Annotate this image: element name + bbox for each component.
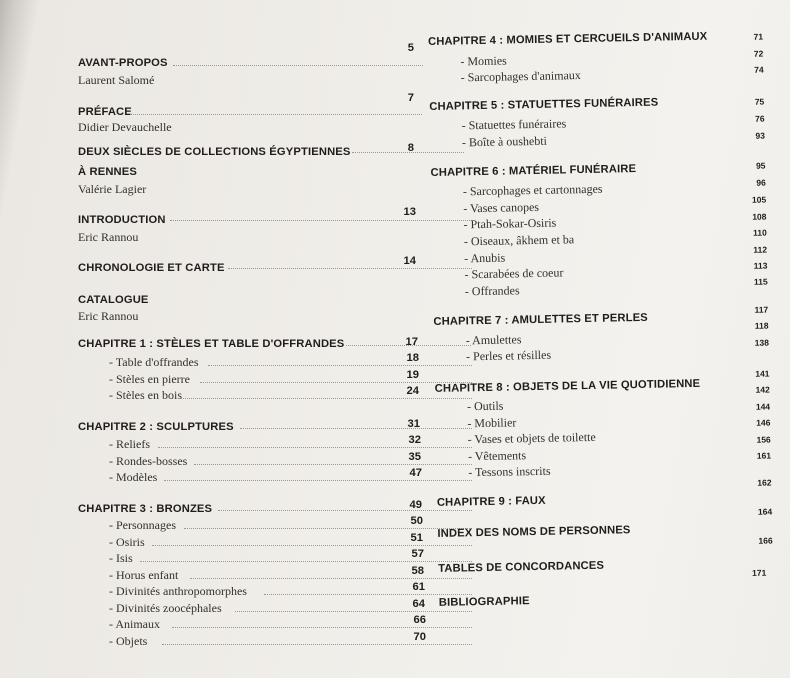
toc-page-number: 71 [753,31,764,42]
toc-page-number: 57 [411,548,424,560]
toc-subitem: - Personnages [109,518,176,532]
toc-page-number: 13 [403,206,416,218]
toc-page-number: 7 [407,92,414,104]
toc-subitem: - Boîte à oushebti [461,133,548,150]
toc-author: Eric Rannou [78,309,139,323]
toc-page-number: 76 [755,113,765,124]
toc-page-number: 50 [410,515,423,527]
toc-page-number: 115 [753,276,768,287]
toc-subitem: - Perles et résilles [465,347,552,364]
toc-page-number: 110 [752,227,767,238]
toc-page-number: 142 [755,384,770,395]
toc-page-number: 51 [410,532,423,544]
toc-entry-title: PRÉFACE [78,106,132,118]
toc-subitem: - Sarcophages d'animaux [460,68,581,85]
toc-entry-title-line2: À RENNES [78,166,138,178]
toc-page-number: 8 [407,142,414,154]
toc-subitem: - Divinités zoocéphales [109,601,222,615]
toc-page-number: 70 [413,631,426,643]
toc-entry-title: CATALOGUE [78,294,149,306]
toc-subitem: - Divinités anthropomorphes [109,584,247,598]
toc-subitem: - Horus enfant [109,568,179,582]
toc-subitem: - Scarabées de coeur [464,265,564,282]
toc-page-number: 118 [754,320,769,331]
toc-page-number: 166 [758,535,773,546]
toc-subitem: - Vases canopes [463,199,540,216]
toc-page-number: 32 [408,434,421,446]
toc-entry-title: INDEX DES NOMS DE PERSONNES [437,524,631,540]
toc-subitem: - Outils [466,398,504,414]
toc-subitem: - Sarcophages et cartonnages [462,181,603,199]
toc-entry-title: AVANT-PROPOS [78,57,168,69]
toc-page-number: 19 [406,369,419,381]
toc-page-number: 72 [753,48,764,59]
toc-subitem: - Anubis [464,250,506,266]
toc-page-number: 112 [753,244,768,255]
toc-page-number: 31 [407,418,420,430]
toc-chapter-title: CHAPITRE 2 : SCULPTURES [78,421,234,433]
toc-chapter-title: CHAPITRE 9 : FAUX [436,494,546,509]
toc-chapter-title: CHAPITRE 8 : OBJETS DE LA VIE QUOTIDIENNE [434,377,701,395]
toc-page-number: 164 [757,506,773,517]
toc-page-number: 18 [406,352,419,364]
toc-subitem: - Mobilier [467,415,517,431]
toc-subitem: - Objets [109,634,148,648]
toc-page-number: 66 [413,614,426,626]
toc-subitem: - Table d'offrandes [109,355,199,369]
toc-chapter-title: CHAPITRE 6 : MATÉRIEL FUNÉRAIRE [430,163,637,179]
toc-subitem: - Isis [109,551,133,565]
toc-page-number: 75 [754,96,765,107]
toc-page-number: 141 [755,368,770,379]
toc-entry-title: TABLES DE CONCORDANCES [438,559,605,575]
toc-page-number: 64 [412,598,425,610]
toc-page-number: 47 [409,467,422,479]
toc-page-number: 138 [754,337,769,348]
toc-entry-title: INTRODUCTION [78,214,166,226]
toc-subitem: - Stèles en bois [109,388,182,402]
toc-author: Eric Rannou [78,230,139,244]
toc-page-number: 93 [755,130,765,141]
toc-page-number: 117 [754,304,769,315]
toc-author: Didier Devauchelle [78,120,172,134]
toc-chapter-title: CHAPITRE 1 : STÈLES ET TABLE D'OFFRANDES [78,338,345,350]
toc-page-number: 95 [755,160,766,171]
toc-page-number: 5 [407,42,414,54]
toc-subitem: - Modèles [109,470,158,484]
toc-subitem: - Vêtements [467,448,527,464]
toc-entry-title: DEUX SIÈCLES DE COLLECTIONS ÉGYPTIENNES [78,146,351,158]
toc-subitem: - Stèles en pierre [109,372,190,386]
toc-subitem: - Oiseaux, âkhem et ba [463,232,575,249]
toc-entry-title: CHRONOLOGIE ET CARTE [78,262,225,274]
toc-page-number: 17 [405,336,418,348]
toc-page-number: 161 [756,450,772,461]
toc-subitem: - Animaux [109,617,160,631]
toc-subitem: - Vases et objets de toilette [467,429,596,447]
toc-chapter-title: CHAPITRE 7 : AMULETTES ET PERLES [433,311,648,328]
toc-page-number: 113 [753,260,768,271]
toc-page-number: 96 [756,177,766,188]
toc-page-number: 35 [408,451,421,463]
toc-page-number: 105 [751,194,767,205]
toc-subitem: - Osiris [109,535,145,549]
toc-subitem: - Reliefs [109,437,150,451]
toc-page-number: 24 [406,385,419,397]
toc-subitem: - Momies [460,53,507,69]
toc-author: Valérie Lagier [78,182,147,196]
toc-subitem: - Rondes-bosses [109,454,188,468]
toc-page-number: 171 [752,567,767,578]
toc-chapter-title: CHAPITRE 4 : MOMIES ET CERCUEILS D'ANIMAUX [427,30,708,48]
toc-page-number: 74 [754,64,764,75]
toc-page-number: 108 [752,211,767,222]
toc-page-number: 156 [756,434,771,445]
toc-subitem: - Tessons inscrits [468,463,551,480]
toc-chapter-title: CHAPITRE 3 : BRONZES [78,503,213,515]
toc-page-number: 144 [755,401,771,412]
toc-subitem: - Amulettes [465,332,522,348]
toc-page-number: 146 [756,417,771,428]
toc-subitem: - Ptah-Sokar-Osiris [463,215,557,232]
toc-chapter-title: CHAPITRE 5 : STATUETTES FUNÉRAIRES [429,96,659,113]
toc-page-number: 58 [411,565,424,577]
toc-subitem: - Statuettes funéraires [461,116,567,133]
toc-subitem: - Offrandes [464,283,520,299]
toc-page-number: 49 [409,499,422,511]
toc-page-number: 162 [757,477,772,488]
toc-page-number: 61 [412,581,425,593]
toc-entry-title: BIBLIOGRAPHIE [438,595,530,609]
toc-author: Laurent Salomé [78,73,155,87]
toc-page-number: 14 [403,255,416,267]
